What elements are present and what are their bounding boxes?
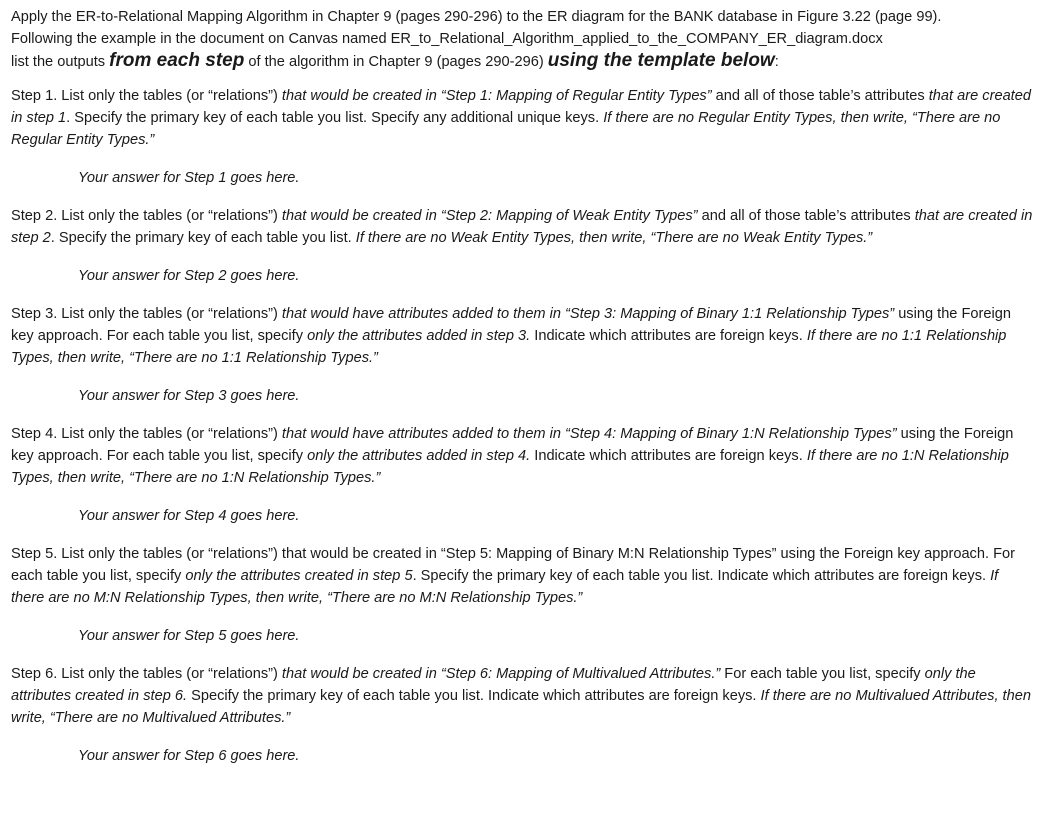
step-text-segment: only the attributes added in step 4. <box>307 448 531 464</box>
step-text-segment: If there are no Multivalued Attributes, then write, “There are no Multivalued Attributes.” <box>11 688 1031 726</box>
step-text-segment: Indicate which attributes are foreign keys. <box>530 328 807 344</box>
step-5-text <box>11 543 1033 609</box>
step-text-segment: and all of those table’s attributes <box>711 88 929 104</box>
step-text-segment: . Specify the primary key of each table you list. <box>50 230 356 246</box>
step-text-segment: Specify the primary key of each table you list. Indicate which attributes are foreign keys. <box>187 688 761 704</box>
step-4-text <box>11 423 1033 489</box>
intro-emphasis-template: using the template below <box>547 50 775 71</box>
step-6-instruction <box>11 663 1033 729</box>
step-3-instruction <box>11 303 1033 369</box>
step-text-segment: Step 3. List only the tables (or “relations”) <box>11 306 282 322</box>
step-text-segment: using the Foreign key approach. For each table you list, specify <box>11 426 1014 464</box>
step-text-segment: If there are no Weak Entity Types, then write, “There are no Weak Entity Types.” <box>355 230 873 246</box>
step-text-segment: Step 2. List only the tables (or “relations”) <box>11 208 282 224</box>
step-text-segment: Indicate which attributes are foreign keys. <box>530 448 807 464</box>
step-1-answer-placeholder: Your answer for Step 1 goes here. <box>78 170 300 186</box>
step-5-instruction <box>11 543 1033 609</box>
step-text-segment: that would have attributes added to them in “Step 4: Mapping of Binary 1:N Relationship Types” <box>281 426 897 442</box>
intro-line-1: Apply the ER-to-Relational Mapping Algorithm in Chapter 9 (pages 290-296) to the ER diagram for the BANK database in Figure 3.22 (page 99). <box>11 9 942 25</box>
step-text-segment: that would have attributes added to them in “Step 3: Mapping of Binary 1:1 Relationship Types” <box>281 306 895 322</box>
step-text-segment: If there are no 1:1 Relationship Types, then write, “There are no 1:1 Relationship Types.” <box>11 328 1007 366</box>
step-4-answer-placeholder: Your answer for Step 4 goes here. <box>78 508 300 524</box>
step-text-segment: For each table you list, specify <box>720 666 925 682</box>
step-text-segment: that would be created in “Step 6: Mapping of Multivalued Attributes.” <box>281 666 721 682</box>
step-3-answer-placeholder: Your answer for Step 3 goes here. <box>78 388 300 404</box>
step-text-segment: If there are no M:N Relationship Types, then write, “There are no M:N Relationship Types.” <box>11 568 999 606</box>
step-text-segment: only the attributes created in step 5 <box>185 568 413 584</box>
step-2-text <box>11 205 1033 249</box>
step-text-segment: and all of those table’s attributes <box>697 208 915 224</box>
step-text-segment: If there are no Regular Entity Types, then write, “There are no Regular Entity Types.” <box>11 110 1001 148</box>
step-text-segment: that would be created in “Step 1: Mapping of Regular Entity Types” <box>281 88 712 104</box>
document-page <box>11 6 1033 783</box>
step-3-text <box>11 303 1033 369</box>
step-6-text <box>11 663 1033 729</box>
intro-line-3-e: : <box>774 54 779 70</box>
intro-line-3-a: list the outputs <box>11 54 110 70</box>
step-text-segment: that are created in step 1 <box>11 88 1031 126</box>
step-text-segment: Step 4. List only the tables (or “relations”) <box>11 426 282 442</box>
step-text-segment: that would be created in “Step 2: Mapping of Weak Entity Types” <box>281 208 698 224</box>
step-2-instruction <box>11 205 1033 249</box>
step-1-instruction <box>11 85 1033 151</box>
step-text-segment: using the Foreign key approach. For each table you list, specify <box>11 306 1011 344</box>
step-4-instruction <box>11 423 1033 489</box>
step-text-segment: If there are no 1:N Relationship Types, then write, “There are no 1:N Relationship Types.” <box>11 448 1009 486</box>
step-1-text <box>11 85 1033 151</box>
instructions-intro <box>11 6 1033 73</box>
intro-line-3 <box>11 50 1033 73</box>
step-text-segment: . Specify the primary key of each table you list. Indicate which attributes are foreign keys. <box>412 568 991 584</box>
intro-line-3-c: of the algorithm in Chapter 9 (pages 290-296) <box>244 54 548 70</box>
step-text-segment: Step 6. List only the tables (or “relations”) <box>11 666 282 682</box>
step-2-answer-placeholder: Your answer for Step 2 goes here. <box>78 268 300 284</box>
step-text-segment: Step 1. List only the tables (or “relations”) <box>11 88 282 104</box>
step-text-segment: . Specify the primary key of each table you list. Specify any additional unique keys. <box>66 110 604 126</box>
steps-list <box>11 85 1033 767</box>
step-text-segment: only the attributes added in step 3. <box>307 328 531 344</box>
step-text-segment: Step 5. List only the tables (or “relations”) that would be created in “Step 5: Mapping of Binary M:N Relationship Types” using the Foreign key approach. For each table you list, specify <box>11 546 1015 584</box>
intro-line-2: Following the example in the document on Canvas named ER_to_Relational_Algorithm_applied_to_the_COMPANY_ER_diagram.docx <box>11 31 883 47</box>
step-text-segment: only the attributes created in step 6. <box>11 666 976 704</box>
step-5-answer-placeholder: Your answer for Step 5 goes here. <box>78 628 300 644</box>
intro-emphasis-from-each-step: from each step <box>109 50 245 71</box>
step-text-segment: that are created in step 2 <box>11 208 1033 246</box>
step-6-answer-placeholder: Your answer for Step 6 goes here. <box>78 748 300 764</box>
